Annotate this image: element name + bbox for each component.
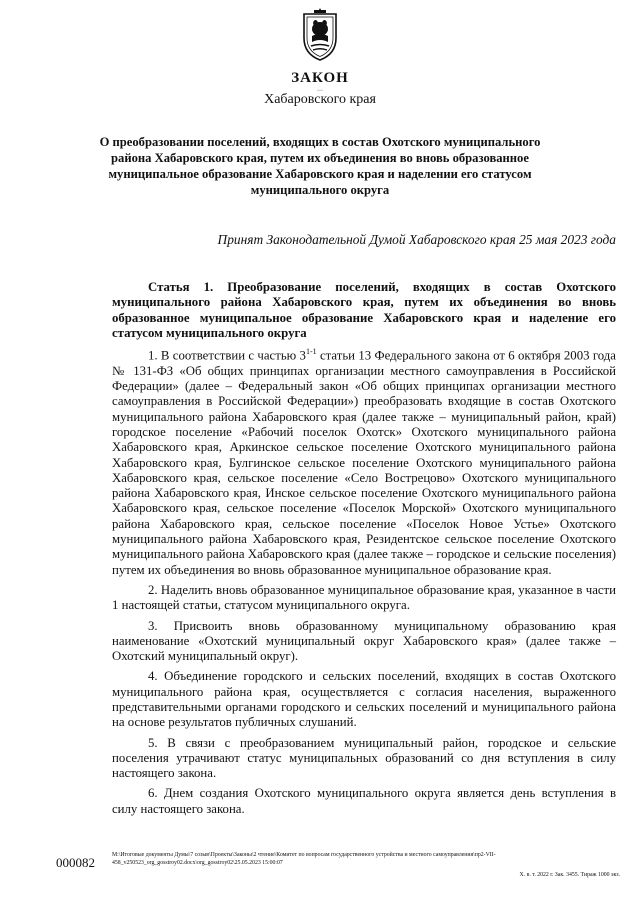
paragraph-1 bbox=[112, 344, 616, 578]
paragraph-2: 2. Наделить вновь образованное муниципальное образование края, указанное в части 1 настоящей статьи, статусом муниципального округа. bbox=[112, 582, 616, 613]
paragraph-6: 6. Днем создания Охотского муниципального округа является день вступления в силу настоящего закона. bbox=[112, 786, 616, 816]
decorative-mark: ﹏ bbox=[316, 86, 323, 92]
article-1-heading: Статья 1. Преобразование поселений, входящих в состав Охотского муниципального района Хабаровского края, путем их объединения во вновь образованное муниципальное образование Хабаровского края и наделение его статусом муниципального округа bbox=[112, 280, 616, 340]
paragraph-1-text-end: статьи 13 Федерального закона от 6 октября 2003 года № 131-ФЗ «Об общих принципах организации местного самоуправления в Российской Федерации» (далее – Федеральный закон «Об общих принципах организации местного самоуправления в Российской Федерации») преобразовать входящие в состав Охотского муниципального района Хабаровского края (далее также – муниципальный район, край) городское поселение «Рабочий поселок Охотск» Охотского муниципального района Хабаровского края, Аркинское сельское поселение Охотского муниципального района Хабаровского края, Булгинское сельское поселение Охотского муниципального района Хабаровского края, сельское поселение «Село Вострецово» Охотского муниципального района Хабаровского края, Инское сельское поселение Охотского муниципального района Хабаровского края, сельское поселение «Поселок Морской» Охотского муниципального района Хабаровского края, сельское поселение «Поселок Новое Устье» Охотского муниципального района Хабаровского края, Резидентское сельское поселение Охотского муниципального района Хабаровского края (далее также – городское и сельские поселения) путем их объединения во вновь образованное муниципальное образование края. bbox=[112, 348, 616, 577]
document-number: 000082 bbox=[56, 855, 95, 870]
paragraph-1-superscript: 1-1 bbox=[305, 347, 317, 357]
paragraph-4: 4. Объединение городского и сельских поселений, входящих в состав Охотского муниципального района края, осуществляется с согласия населения, выраженного представительными органами городского и сельских поселений и муниципального района на основе результатов публичных слушаний. bbox=[112, 669, 616, 730]
document-title: О преобразовании поселений, входящих в состав Охотского муниципального района Хабаровского края, путем их объединения во вновь образованное муниципальное образование Хабаровского края и наделении его статусом муниципального округа bbox=[99, 135, 541, 197]
paragraph-3: 3. Присвоить вновь образованному муниципальному образованию края наименование «Охотский муниципальный округ Хабаровского края» (далее также – Охотский муниципальный округ). bbox=[112, 618, 616, 664]
file-path: M:\Итоговые документы Думы\7 созыв\Проекты\Законы\2 чтение\Комитет по вопросам государственного устройства и местного самоуправления\пр2-VII-458_v250523_org_gosstroy02.docx\org_gosstroy02\25.05.2023 15:00:07 bbox=[112, 852, 496, 866]
law-label: ЗАКОН bbox=[291, 70, 349, 86]
law-region: Хабаровского края bbox=[264, 92, 376, 107]
paragraph-5: 5. В связи с преобразованием муниципальный район, городское и сельские поселения утрачивают статус муниципальных образований со дня вступления в силу настоящего закона. bbox=[112, 735, 616, 781]
paragraph-1-text-start: 1. В соответствии с частью 3 bbox=[148, 348, 306, 363]
adoption-note: Принят Законодательной Думой Хабаровского края 25 мая 2023 года bbox=[217, 232, 616, 247]
print-info: Х. в. т. 2022 г. Зак. 3455. Тираж 1000 экз. bbox=[519, 872, 620, 878]
article-1 bbox=[112, 280, 616, 822]
coat-of-arms-icon bbox=[301, 2, 339, 62]
